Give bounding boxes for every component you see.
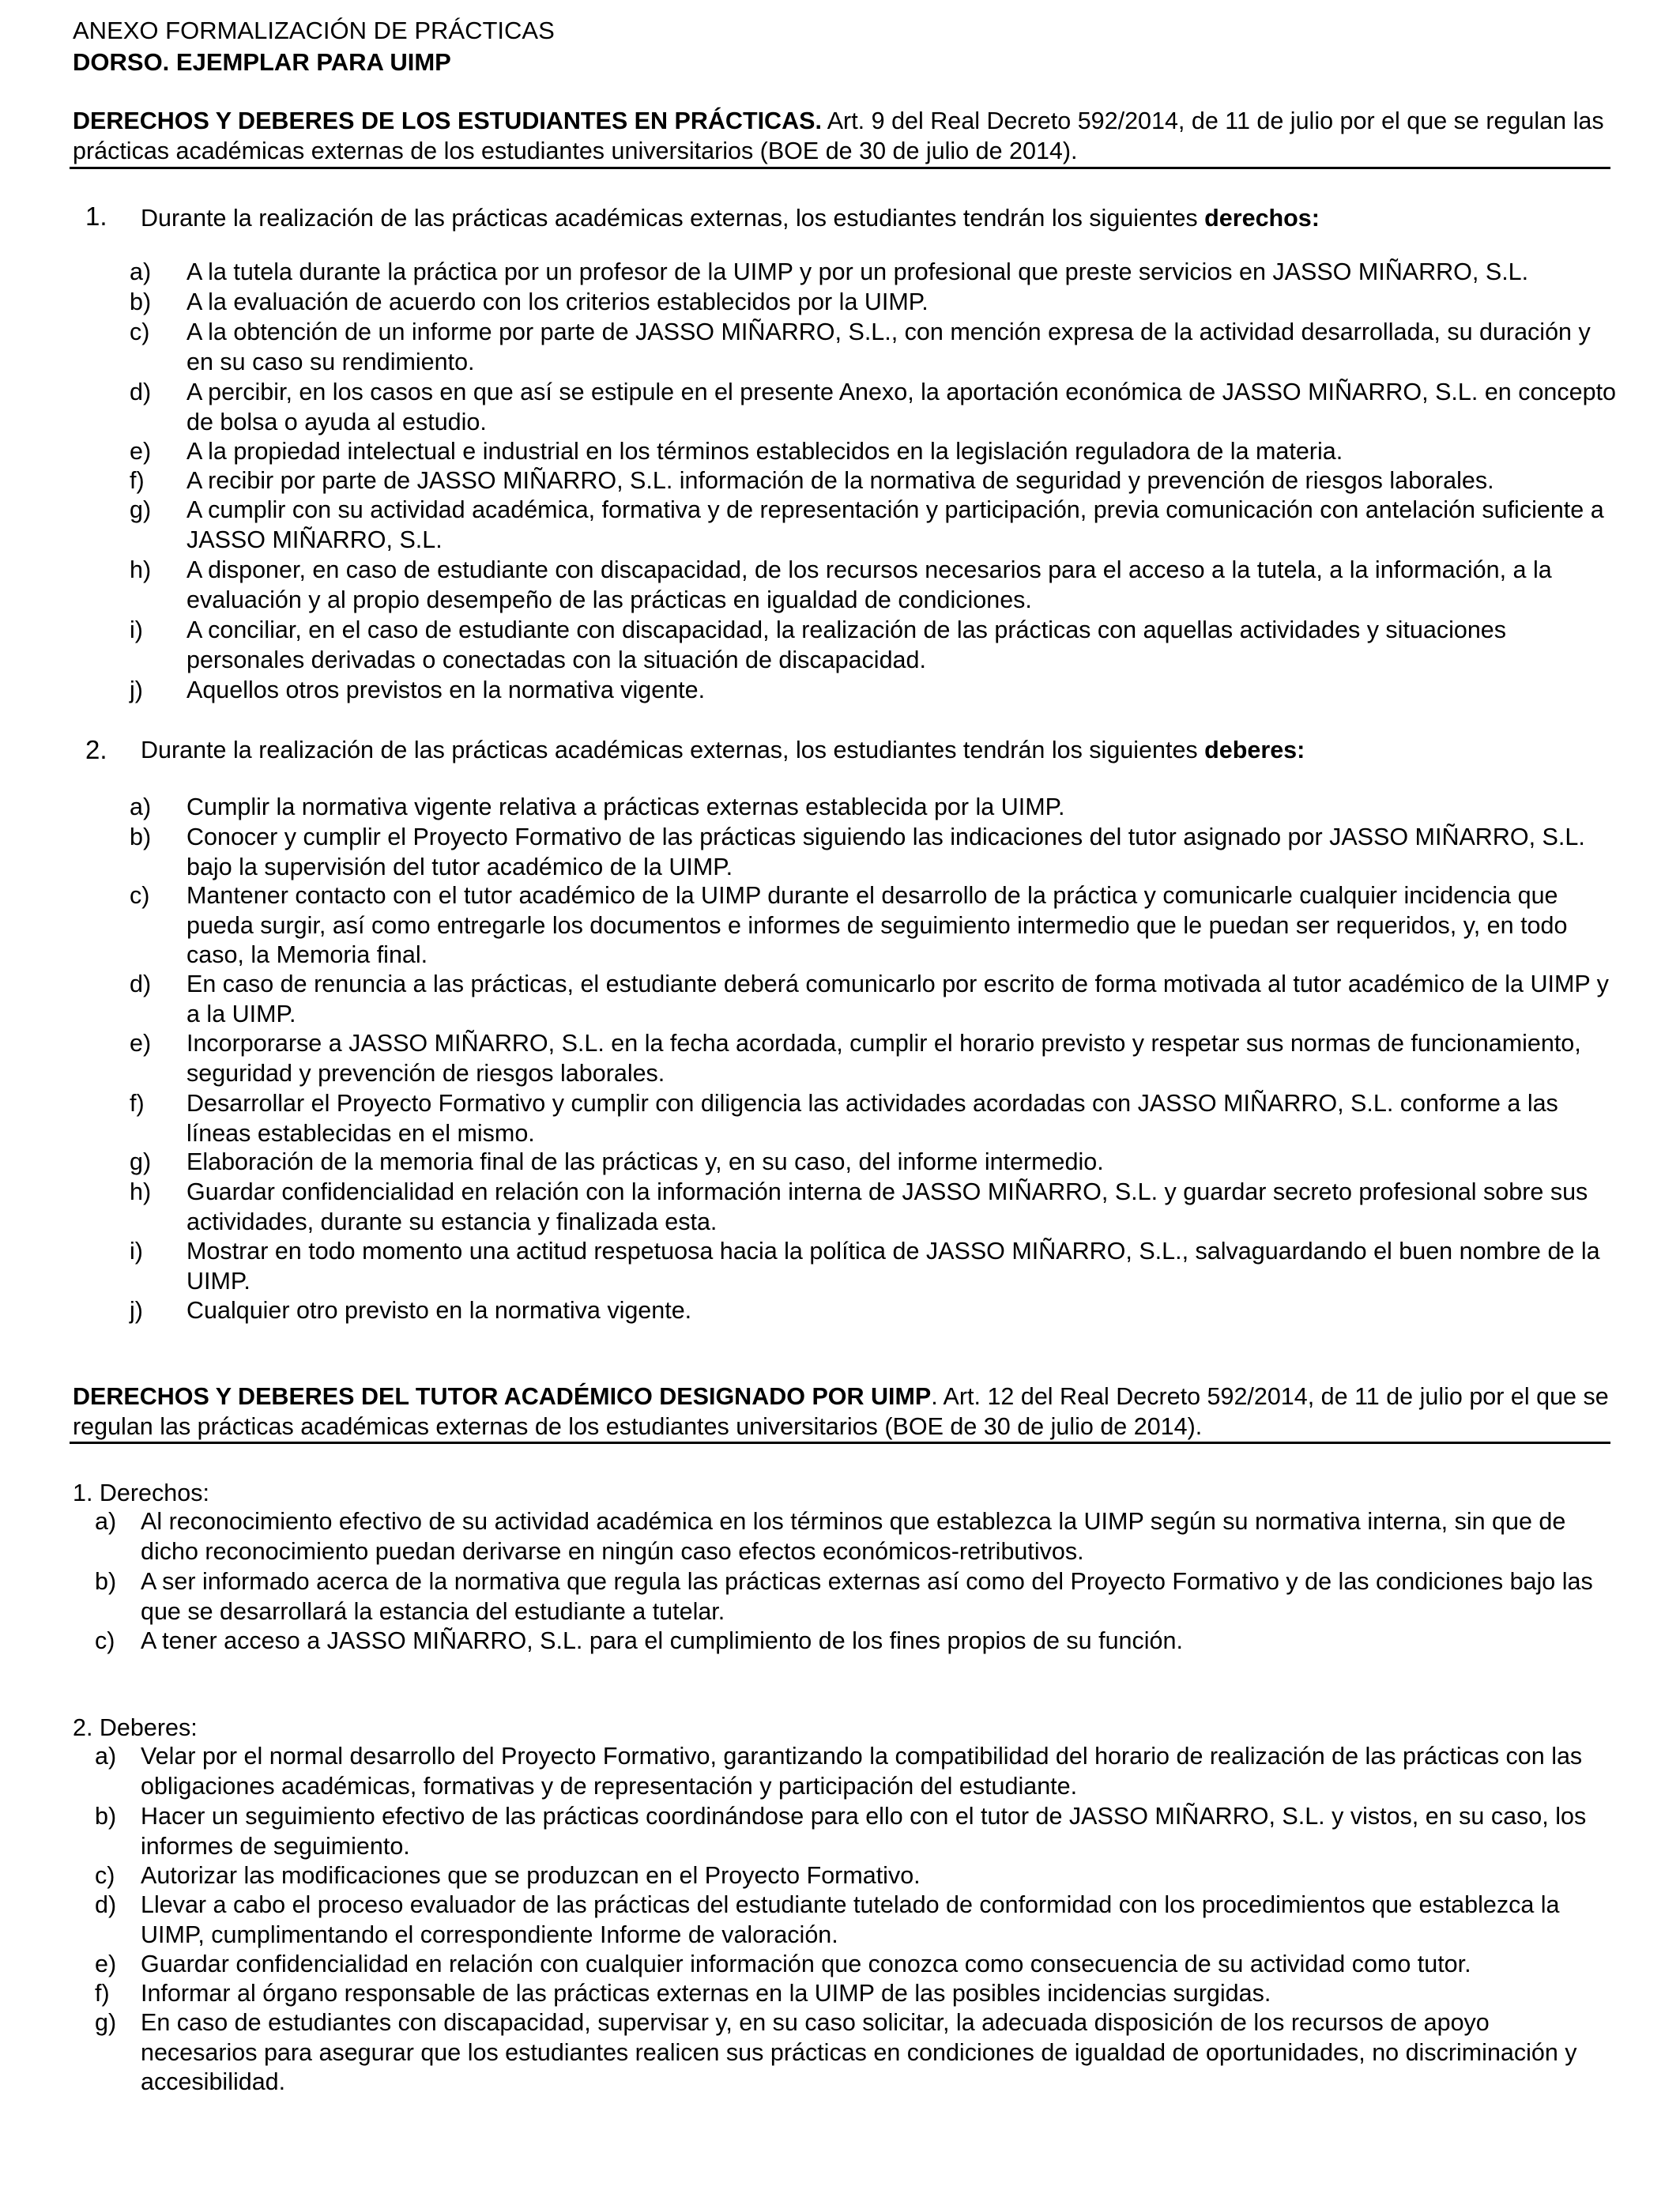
list-item-text: Mantener contacto con el tutor académico de la UIMP durante el desarrollo de la práctica y comunicarle cualquier incidencia que pueda surgir, así como entregarle los documentos e informes de seguimiento intermedio que le puedan ser requeridos, y, en todo caso, la Memoria final. <box>186 882 1568 969</box>
list-item-letter: b) <box>95 1568 117 1595</box>
list-item-letter: e) <box>95 1951 117 1977</box>
list-item <box>130 1029 1617 1092</box>
list-item-letter: e) <box>130 1030 152 1057</box>
list-item-letter: c) <box>95 1627 115 1654</box>
tutor-rights-label: 1. Derechos: <box>73 1480 209 1506</box>
students-rights-intro-bold: derechos: <box>1204 205 1320 232</box>
list-item-text: Velar por el normal desarrollo del Proyecto Formativo, garantizando la compatibilidad del horario de realización de las prácticas con las obligaciones académicas, formativas y de representación y participación del estudiante. <box>141 1743 1583 1800</box>
list-item <box>95 1802 1610 1865</box>
list-item-text: Desarrollar el Proyecto Formativo y cumplir con diligencia las actividades acordadas con JASSO MIÑARRO, S.L. conforme a las líneas establecidas en el mismo. <box>186 1090 1558 1147</box>
list-item <box>95 2008 1610 2096</box>
list-item-letter: d) <box>130 379 152 405</box>
list-item-text: A la propiedad intelectual e industrial en los términos establecidos en la legislación reguladora de la materia. <box>186 438 1343 465</box>
students-heading-text: Art. 9 del Real Decreto 592/2014, de 11 de julio por el que se regulan las prácticas académicas externas de los estudiantes universitarios (BOE de 30 de julio de 2014). <box>73 107 1604 164</box>
list-item-letter: b) <box>130 288 152 315</box>
list-item-text: Hacer un seguimiento efectivo de las prácticas coordinándose para ello con el tutor de JASSO MIÑARRO, S.L. y vistos, en su caso, los informes de seguimiento. <box>141 1803 1587 1860</box>
list-item <box>95 1567 1610 1630</box>
list-item <box>95 1891 1610 1954</box>
list-item <box>130 556 1617 619</box>
list-item-text: A cumplir con su actividad académica, formativa y de representación y participación, previa comunicación con antelación suficiente a JASSO MIÑARRO, S.L. <box>186 496 1604 553</box>
list-item-letter: d) <box>130 971 152 997</box>
list-item-text: A conciliar, en el caso de estudiante con discapacidad, la realización de las prácticas con aquellas actividades y situaciones personales derivadas o conectadas con la situación de discapacidad. <box>186 616 1507 673</box>
list-item-letter: g) <box>95 2009 117 2036</box>
list-item-text: A percibir, en los casos en que así se estipule en el presente Anexo, la aportación económica de JASSO MIÑARRO, S.L. en concepto de bolsa o ayuda al estudio. <box>186 379 1617 435</box>
list-item-letter: c) <box>130 882 150 909</box>
list-item-letter: i) <box>130 1238 143 1265</box>
list-item <box>130 881 1617 969</box>
document-subtitle: DORSO. EJEMPLAR PARA UIMP <box>73 48 451 76</box>
list-item-letter: j) <box>130 1297 143 1324</box>
list-item-text: Al reconocimiento efectivo de su actividad académica en los términos que establezca la UIMP según su normativa interna, sin que de dicho reconocimiento puedan derivarse en ningún caso efectos económicos-retributivos. <box>141 1508 1566 1565</box>
list-item <box>130 676 1617 739</box>
list-item <box>130 378 1617 441</box>
list-item-text: Cumplir la normativa vigente relativa a prácticas externas establecida por la UIMP. <box>186 794 1065 820</box>
list-item-letter: h) <box>130 556 152 583</box>
list-item-text: A la evaluación de acuerdo con los criterios establecidos por la UIMP. <box>186 288 929 315</box>
list-item-letter: j) <box>130 677 143 703</box>
list-item-text: Cualquier otro previsto en la normativa vigente. <box>186 1297 692 1324</box>
list-item-letter: i) <box>130 616 143 643</box>
list-item-text: Guardar confidencialidad en relación con la información interna de JASSO MIÑARRO, S.L. y guardar secreto profesional sobre sus actividades, durante su estancia y finalizada esta. <box>186 1178 1588 1235</box>
list-item-text: Guardar confidencialidad en relación con cualquier información que conozca como consecuencia de su actividad como tutor. <box>141 1951 1471 1977</box>
list-item <box>130 318 1617 381</box>
list-item-text: Mostrar en todo momento una actitud respetuosa hacia la política de JASSO MIÑARRO, S.L., salvaguardando el buen nombre de la UIMP. <box>186 1238 1600 1295</box>
list-item <box>95 1507 1610 1570</box>
list-item-letter: f) <box>130 467 145 494</box>
list-item-text: A tener acceso a JASSO MIÑARRO, S.L. para el cumplimiento de los fines propios de su función. <box>141 1627 1183 1654</box>
list-item <box>130 1237 1617 1300</box>
students-duties-intro-text: Durante la realización de las prácticas académicas externas, los estudiantes tendrán los siguientes <box>141 737 1205 763</box>
list-item <box>130 1178 1617 1241</box>
list-item <box>130 1296 1617 1359</box>
list-item-letter: g) <box>130 496 152 523</box>
list-item-letter: f) <box>95 1980 110 2007</box>
list-item-text: Incorporarse a JASSO MIÑARRO, S.L. en la fecha acordada, cumplir el horario previsto y respetar sus normas de funcionamiento, seguridad y prevención de riesgos laborales. <box>186 1030 1581 1087</box>
students-rights-number: 1. <box>85 202 107 231</box>
list-item-text: A la obtención de un informe por parte de JASSO MIÑARRO, S.L., con mención expresa de la actividad desarrollada, su duración y en su caso su rendimiento. <box>186 319 1591 375</box>
list-item-text: A disponer, en caso de estudiante con discapacidad, de los recursos necesarios para el acceso a la tutela, a la información, a la evaluación y al propio desempeño de las prácticas en igualdad de condiciones. <box>186 556 1552 613</box>
list-item-letter: a) <box>130 794 152 820</box>
list-item-text: Elaboración de la memoria final de las prácticas y, en su caso, del informe intermedio. <box>186 1148 1104 1175</box>
document-title: ANEXO FORMALIZACIÓN DE PRÁCTICAS <box>73 17 555 44</box>
list-item-letter: d) <box>95 1891 117 1918</box>
list-item <box>130 496 1617 559</box>
list-item <box>130 823 1617 886</box>
list-item-letter: e) <box>130 438 152 465</box>
students-rights-intro <box>141 202 1320 234</box>
list-item <box>130 1089 1617 1152</box>
list-item-text: A recibir por parte de JASSO MIÑARRO, S.L. información de la normativa de seguridad y prevención de riesgos laborales. <box>186 467 1494 494</box>
list-item-text: Conocer y cumplir el Proyecto Formativo de las prácticas siguiendo las indicaciones del tutor asignado por JASSO MIÑARRO, S.L. bajo la supervisión del tutor académico de la UIMP. <box>186 824 1585 880</box>
list-item-text: Aquellos otros previstos en la normativa vigente. <box>186 677 706 703</box>
list-item <box>95 1742 1610 1805</box>
students-duties-intro <box>141 734 1305 766</box>
list-item-letter: g) <box>130 1148 152 1175</box>
list-item-text: Autorizar las modificaciones que se produzcan en el Proyecto Formativo. <box>141 1862 921 1889</box>
tutor-heading-bold: DERECHOS Y DEBERES DEL TUTOR ACADÉMICO DESIGNADO POR UIMP <box>73 1383 932 1410</box>
students-duties-intro-bold: deberes: <box>1204 737 1305 763</box>
students-rights-intro-text: Durante la realización de las prácticas académicas externas, los estudiantes tendrán los siguientes <box>141 205 1205 232</box>
list-item-letter: a) <box>95 1508 117 1535</box>
students-duties-number: 2. <box>85 735 107 764</box>
list-item-text: A la tutela durante la práctica por un profesor de la UIMP y por un profesional que preste servicios en JASSO MIÑARRO, S.L. <box>186 258 1529 285</box>
list-item-text: Llevar a cabo el proceso evaluador de las prácticas del estudiante tutelado de conformidad con los procedimientos que establezca la UIMP, cumplimentando el correspondiente Informe de valoración. <box>141 1891 1560 1948</box>
list-item-text: Informar al órgano responsable de las prácticas externas en la UIMP de las posibles incidencias surgidas. <box>141 1980 1271 2007</box>
tutor-heading-text: . Art. 12 del Real Decreto 592/2014, de 11 de julio por el que se regulan las prácticas académicas externas de los estudiantes universitarios (BOE de 30 de julio de 2014). <box>73 1383 1609 1440</box>
list-item <box>130 970 1617 1033</box>
list-item-text: A ser informado acerca de la normativa que regula las prácticas externas así como del Proyecto Formativo y de las condiciones bajo las que se desarrollará la estancia del estudiante a tutelar. <box>141 1568 1593 1625</box>
tutor-heading-rule <box>70 1442 1610 1444</box>
list-item-letter: c) <box>130 319 150 345</box>
list-item-letter: f) <box>130 1090 145 1117</box>
list-item-letter: a) <box>95 1743 117 1770</box>
tutor-duties-label: 2. Deberes: <box>73 1714 198 1741</box>
tutor-section-heading <box>73 1382 1614 1442</box>
list-item-text: En caso de estudiantes con discapacidad, supervisar y, en su caso solicitar, la adecuada disposición de los recursos de apoyo necesarios para asegurar que los estudiantes realicen sus prácticas en condiciones de igualdad de oportunidades, no discriminación y accesibilidad. <box>141 2009 1577 2096</box>
list-item-letter: c) <box>95 1862 115 1889</box>
list-item-text: En caso de renuncia a las prácticas, el estudiante deberá comunicarlo por escrito de forma motivada al tutor académico de la UIMP y a la UIMP. <box>186 971 1609 1027</box>
students-heading-rule <box>70 167 1610 169</box>
list-item-letter: h) <box>130 1178 152 1205</box>
list-item-letter: b) <box>95 1803 117 1830</box>
students-heading-bold: DERECHOS Y DEBERES DE LOS ESTUDIANTES EN PRÁCTICAS. <box>73 107 822 134</box>
students-section-heading <box>73 106 1614 166</box>
list-item-letter: a) <box>130 258 152 285</box>
list-item-letter: b) <box>130 824 152 850</box>
list-item <box>130 616 1617 679</box>
list-item <box>95 1627 1610 1690</box>
